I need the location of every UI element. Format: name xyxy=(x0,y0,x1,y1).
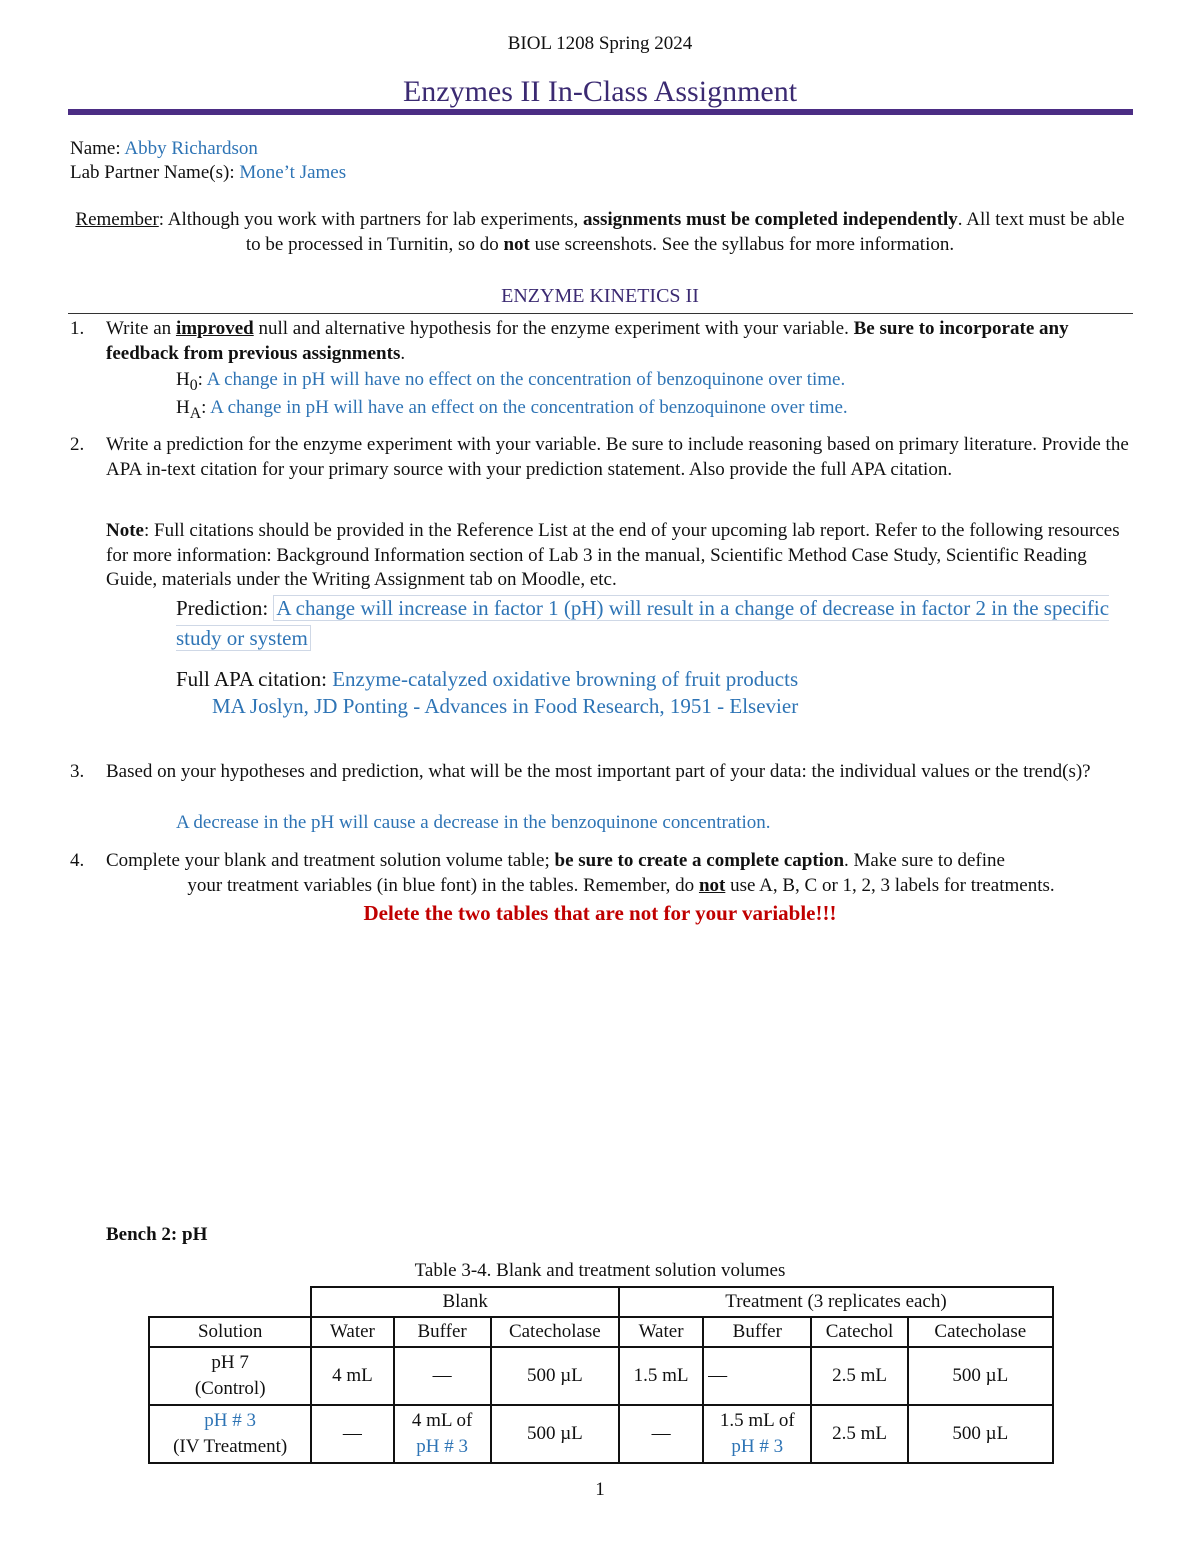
remember-notice xyxy=(70,208,1130,257)
bench-label: Bench 2: pH xyxy=(106,1224,208,1245)
citation-title[interactable]: Enzyme-catalyzed oxidative browning of fruit products xyxy=(332,667,799,691)
citation-label: Full APA citation: xyxy=(176,667,333,691)
row2-buffer-blank-2[interactable]: pH # 3 xyxy=(416,1436,468,1457)
col-water-treatment: Water xyxy=(619,1317,703,1347)
name-value[interactable]: Abby Richardson xyxy=(124,138,258,159)
row2-buffer-treatment-2[interactable]: pH # 3 xyxy=(731,1436,784,1457)
q4-text-2: . Make sure to define xyxy=(844,850,1005,871)
row1-solution xyxy=(149,1347,311,1405)
q4-prompt xyxy=(106,849,1136,898)
row2-buffer-blank-1: 4 mL of xyxy=(411,1410,473,1432)
row1-solution-2: (Control) xyxy=(194,1378,266,1399)
row1-buffer-blank[interactable]: — xyxy=(394,1347,491,1405)
page-number: 1 xyxy=(595,1479,605,1500)
row2-catecholase-blank[interactable]: 500 µL xyxy=(491,1405,619,1463)
citation-authors[interactable]: MA Joslyn, JD Ponting - Advances in Food Research, 1951 - Elsevier xyxy=(212,694,799,718)
h0-value[interactable]: A change in pH will have no effect on the concentration of benzoquinone over time. xyxy=(206,369,846,390)
col-catecholase-blank: Catecholase xyxy=(491,1317,619,1347)
row2-solution[interactable] xyxy=(149,1405,311,1463)
remember-text-3: use screenshots. See the syllabus for more information. xyxy=(529,233,955,255)
note-text: : Full citations should be provided in the Reference List at the end of your upcoming lab report. Refer to the following resources for more information: Background Information section of Lab 3 in the manual, Scientific Method Case Study, Scientific Reading Guide, materials under the Writing Assignment tab on Moodle, etc. xyxy=(106,520,1120,591)
q4-text-3: your treatment variables (in blue font) in the tables. Remember, do xyxy=(187,874,699,896)
q4-not: not xyxy=(698,874,726,896)
partner-label: Lab Partner Name(s): xyxy=(70,162,240,183)
row2-catechol-treatment[interactable]: 2.5 mL xyxy=(811,1405,907,1463)
empty-corner xyxy=(149,1287,311,1317)
q4-text-4: use A, B, C or 1, 2, 3 labels for treatments. xyxy=(725,874,1055,896)
row1-solution-1: pH 7 xyxy=(211,1352,249,1374)
row2-catecholase-treatment[interactable]: 500 µL xyxy=(908,1405,1053,1463)
full-citation xyxy=(176,666,798,693)
h0-label: H xyxy=(176,369,190,390)
ha-value[interactable]: A change in pH will have an effect on the concentration of benzoquinone over time. xyxy=(210,397,848,418)
prediction-value[interactable]: A change will increase in factor 1 (pH) will result in a change of decrease in factor 2 in the specific study or system xyxy=(176,596,1110,650)
q1-prompt xyxy=(106,317,1131,366)
row2-solution-1[interactable]: pH # 3 xyxy=(204,1410,257,1432)
row1-water-treatment[interactable]: 1.5 mL xyxy=(619,1347,703,1405)
note-label: Note xyxy=(106,520,144,541)
remember-label: Remember xyxy=(75,209,159,230)
row2-buffer-treatment[interactable] xyxy=(703,1405,811,1463)
row2-water-blank[interactable]: — xyxy=(311,1405,393,1463)
row1-catecholase-blank[interactable]: 500 µL xyxy=(491,1347,619,1405)
remember-not: not xyxy=(503,233,530,255)
q1-bold: Be sure to incorporate any feedback from previous assignments xyxy=(106,318,1069,364)
partner-value[interactable]: Mone’t James xyxy=(239,162,347,183)
q3-answer[interactable]: A decrease in the pH will cause a decrease in the benzoquinone concentration. xyxy=(176,812,771,833)
row2-buffer-blank[interactable] xyxy=(394,1405,491,1463)
q4-text-1: Complete your blank and treatment solution volume table; xyxy=(106,850,555,871)
name-line xyxy=(70,137,258,162)
remember-bold: assignments must be completed independently xyxy=(583,209,958,230)
alternative-hypothesis: $H_A$: A change in pH will have an effect on the concentration of benzoquinone over time. xyxy=(176,397,848,422)
q2-note xyxy=(106,519,1131,593)
col-buffer-blank: Buffer xyxy=(394,1317,491,1347)
remember-text-2: . All text must be able to be processed in Turnitin, so do xyxy=(245,209,1125,255)
page-title: Enzymes II In-Class Assignment xyxy=(402,75,798,108)
col-catechol-treatment: Catechol xyxy=(811,1317,907,1347)
row2-water-treatment[interactable]: — xyxy=(619,1405,703,1463)
section-title: ENZYME KINETICS II xyxy=(501,285,699,307)
row1-catecholase-treatment[interactable]: 500 µL xyxy=(908,1347,1053,1405)
q4-number: 4. xyxy=(70,850,85,871)
remember-text-1: : Although you work with partners for lab experiments, xyxy=(158,209,584,230)
q4-bold: be sure to create a complete caption xyxy=(554,850,845,871)
section-rule xyxy=(68,313,1133,314)
table-row xyxy=(149,1405,1053,1463)
table-group-header xyxy=(149,1287,1053,1317)
row2-solution-2: (IV Treatment) xyxy=(173,1436,288,1457)
ha-sub: A xyxy=(189,404,202,422)
table-caption: Table 3-4. Blank and treatment solution volumes xyxy=(414,1260,786,1281)
col-buffer-treatment: Buffer xyxy=(703,1317,811,1347)
prediction-label: Prediction: xyxy=(176,596,274,620)
col-solution: Solution xyxy=(149,1317,311,1347)
q1-text-1: Write an xyxy=(106,318,176,339)
group-blank: Blank xyxy=(311,1287,619,1317)
course-header: BIOL 1208 Spring 2024 xyxy=(507,33,693,54)
q1-number: 1. xyxy=(70,318,85,339)
q3-prompt: Based on your hypotheses and prediction, what will be the most important part of your data: the individual values or the trend(s)? xyxy=(106,761,1091,782)
name-label: Name: xyxy=(70,138,125,159)
col-catecholase-treatment: Catecholase xyxy=(908,1317,1053,1347)
title-rule xyxy=(68,109,1133,115)
ha-label: H xyxy=(176,397,190,418)
null-hypothesis: $H_0$: A change in pH will have no effect on the concentration of benzoquinone over time. xyxy=(176,369,846,394)
table-row xyxy=(149,1347,1053,1405)
h0-sub: 0 xyxy=(189,376,198,394)
q1-underline: improved xyxy=(175,318,254,339)
row1-catechol-treatment[interactable]: 2.5 mL xyxy=(811,1347,907,1405)
q2-number: 2. xyxy=(70,434,85,455)
row2-buffer-treatment-1: 1.5 mL of xyxy=(719,1410,795,1432)
group-treatment: Treatment (3 replicates each) xyxy=(619,1287,1053,1317)
q1-text-3: . xyxy=(400,342,406,364)
table-column-header xyxy=(149,1317,1053,1347)
delete-warning: Delete the two tables that are not for your variable!!! xyxy=(363,901,837,925)
q1-text-2: null and alternative hypothesis for the enzyme experiment with your variable. xyxy=(253,318,854,339)
prediction xyxy=(176,594,1116,654)
row1-water-blank[interactable]: 4 mL xyxy=(311,1347,393,1405)
row1-buffer-treatment[interactable]: — xyxy=(703,1347,811,1405)
q2-prompt: Write a prediction for the enzyme experiment with your variable. Be sure to include reasoning based on primary literature. Provide the APA in-text citation for your primary source with your prediction statement. Also provide the full APA citation. xyxy=(106,434,1129,480)
volume-table xyxy=(148,1286,1054,1464)
col-water-blank: Water xyxy=(311,1317,393,1347)
partner-line xyxy=(70,161,346,186)
q3-number: 3. xyxy=(70,761,85,782)
